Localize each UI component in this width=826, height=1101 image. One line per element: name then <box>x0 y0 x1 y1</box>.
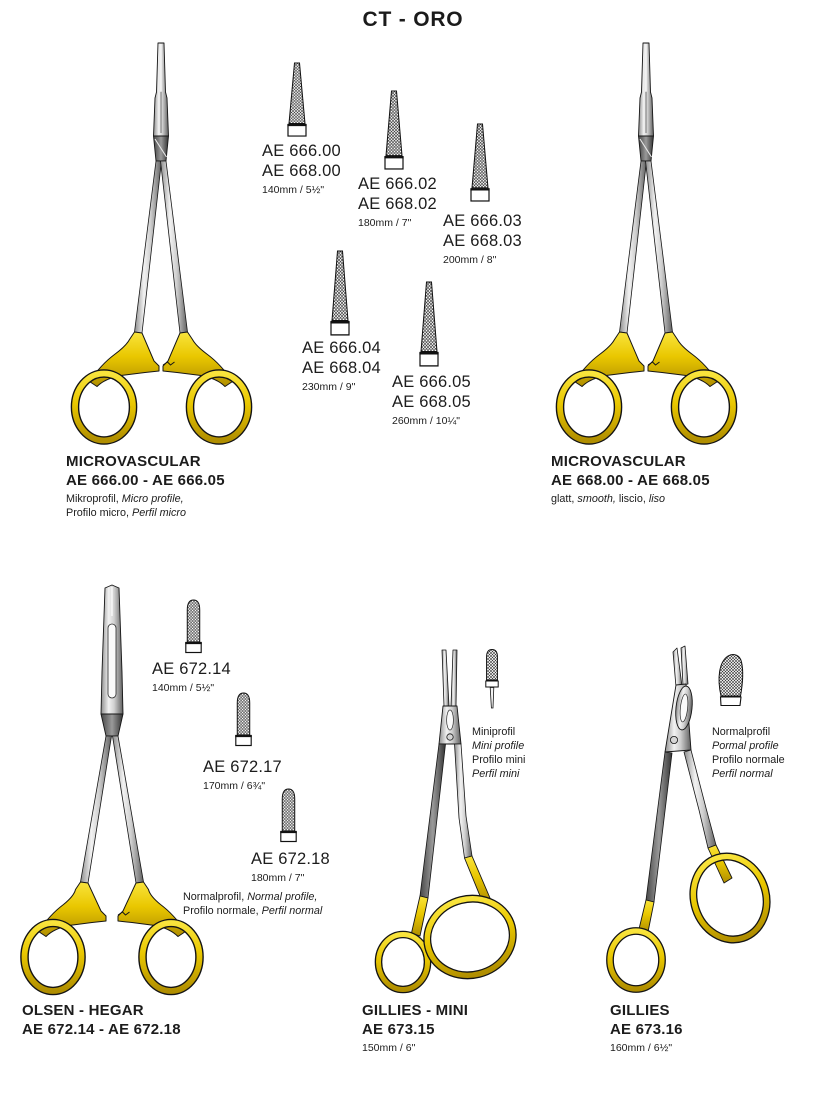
gillies-mini-needle-holder-illustration <box>366 646 526 998</box>
desc-es: Perfil normal <box>261 904 323 917</box>
product-range: AE 666.00 - AE 666.05 <box>66 472 225 489</box>
tip-code: AE 668.03 <box>443 232 522 250</box>
product-code: AE 673.16 <box>610 1021 683 1038</box>
tip-code: AE 668.02 <box>358 195 437 213</box>
desc-de: Normalprofil, <box>183 891 245 903</box>
profile-es: Perfil normal <box>712 768 773 780</box>
product-caption-gillies <box>610 1001 683 1054</box>
desc-it: Profilo micro, <box>66 506 129 519</box>
product-name: OLSEN - HEGAR <box>22 1002 144 1019</box>
tip-label-group <box>203 757 282 792</box>
tip-code: AE 666.02 <box>358 175 437 193</box>
desc-de: Mikroprofil, <box>66 493 119 505</box>
jaw-profile-icon <box>712 652 748 708</box>
tip-code: AE 666.05 <box>392 373 471 391</box>
jaw-profile-icon <box>467 123 493 202</box>
tip-size: 140mm / 5½" <box>262 184 325 196</box>
profile-de: Normalprofil <box>712 726 771 738</box>
tip-size: 180mm / 7" <box>358 217 412 229</box>
product-code: AE 673.15 <box>362 1021 435 1038</box>
jaw-profile-icon <box>276 786 301 844</box>
tip-size: 140mm / 5½" <box>152 682 215 694</box>
jaw-profile-icon <box>231 690 256 748</box>
desc-es: Perfil micro <box>132 506 186 519</box>
product-range: AE 668.00 - AE 668.05 <box>551 472 710 489</box>
tip-size: 260mm / 10¼" <box>392 415 460 427</box>
gillies-needle-holder-illustration <box>602 640 780 1000</box>
desc-it: liscio, <box>618 493 646 505</box>
microvascular-needle-holder-left-illustration <box>58 40 268 450</box>
product-description <box>66 493 225 520</box>
product-range: AE 672.14 - AE 672.18 <box>22 1021 181 1038</box>
tip-code: AE 666.00 <box>262 142 341 160</box>
tip-code: AE 668.04 <box>302 359 381 377</box>
jaw-profile-icon <box>482 647 502 709</box>
jaw-profile-icon <box>284 62 310 137</box>
profile-en: Mini profile <box>472 740 525 752</box>
profile-en: Pormal profile <box>712 740 779 752</box>
tip-code: AE 672.17 <box>203 758 282 776</box>
product-caption-microvascular-right <box>551 452 710 507</box>
desc-de: glatt, <box>551 493 575 505</box>
tip-code: AE 672.14 <box>152 660 231 678</box>
tip-label-group <box>251 849 330 884</box>
product-size: 150mm / 6" <box>362 1042 416 1054</box>
olsen-profile-description <box>183 891 322 918</box>
profile-it: Profilo normale <box>712 754 785 766</box>
jaw-profile-icon <box>381 90 407 170</box>
tip-code: AE 668.00 <box>262 162 341 180</box>
tip-label-group <box>358 174 437 229</box>
product-caption-gillies-mini <box>362 1001 468 1054</box>
desc-en: smooth, <box>577 493 616 505</box>
tip-size: 230mm / 9" <box>302 381 356 393</box>
tip-label-group <box>152 659 231 694</box>
gillies-mini-profile-description <box>472 725 525 781</box>
product-name: MICROVASCULAR <box>551 453 686 470</box>
tip-code: AE 666.04 <box>302 339 381 357</box>
tip-code: AE 666.03 <box>443 212 522 230</box>
desc-en: Micro profile, <box>121 493 184 505</box>
tip-label-group <box>443 211 522 266</box>
tip-size: 200mm / 8" <box>443 254 497 266</box>
tip-label-group <box>302 338 381 393</box>
product-description <box>551 493 710 507</box>
jaw-profile-icon <box>181 597 206 655</box>
desc-en: Normal profile, <box>247 891 318 903</box>
product-name: MICROVASCULAR <box>66 453 201 470</box>
profile-it: Profilo mini <box>472 754 526 766</box>
tip-label-group <box>262 141 341 196</box>
page-title: CT - ORO <box>362 8 464 31</box>
microvascular-needle-holder-right-illustration <box>543 40 753 450</box>
product-size: 160mm / 6½" <box>610 1042 673 1054</box>
jaw-profile-icon <box>416 281 442 367</box>
tip-size: 170mm / 6¾" <box>203 780 266 792</box>
tip-label-group <box>392 372 471 427</box>
product-name: GILLIES <box>610 1002 670 1019</box>
desc-es: liso <box>648 493 666 505</box>
tip-size: 180mm / 7" <box>251 872 305 884</box>
jaw-profile-icon <box>327 250 353 336</box>
tip-code: AE 672.18 <box>251 850 330 868</box>
profile-de: Miniprofil <box>472 726 516 738</box>
gillies-profile-description <box>712 725 785 781</box>
tip-code: AE 668.05 <box>392 393 471 411</box>
product-caption-microvascular-left <box>66 452 225 520</box>
profile-es: Perfil mini <box>472 768 520 780</box>
desc-it: Profilo normale, <box>183 904 259 917</box>
product-name: GILLIES - MINI <box>362 1002 469 1019</box>
product-caption-olsen-hegar <box>22 1001 181 1039</box>
